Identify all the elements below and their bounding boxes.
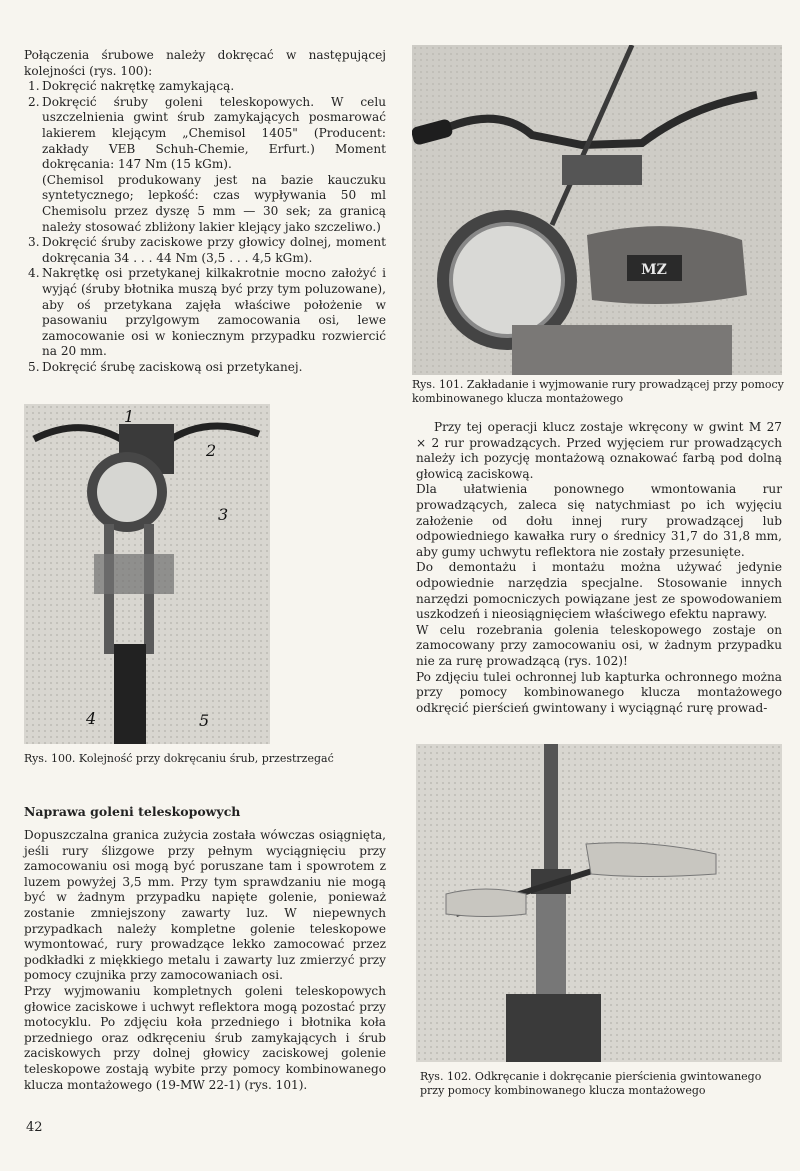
callout-4: 4 xyxy=(86,709,97,728)
right-column-body xyxy=(416,420,782,716)
callout-5: 5 xyxy=(199,711,210,730)
paragraph: W celu rozebrania golenia teleskopowego zostaje on zamocowany przy zamocowaniu osi, w żadnym przypadku nie za rurę prowadzącą (rys. 102)! xyxy=(416,622,782,668)
paragraph: Przy tej operacji klucz zostaje wkręcony w gwint M 27 × 2 rur prowadzących. Przed wyjęciem rur prowadzących należy ich pozycję montażową oznakować farbą pod dolną głowicą zaciskową. xyxy=(416,420,782,481)
figure-100-photo xyxy=(24,404,270,744)
motorcycle-front-view-illustration xyxy=(24,404,270,744)
figure-101-caption: Rys. 101. Zakładanie i wyjmowanie rury prowadzącej przy pomocy kombinowanego klucza montażowego xyxy=(412,378,784,405)
intro-block xyxy=(24,48,386,375)
figure-100-caption: Rys. 100. Kolejność przy dokręcaniu śrub, przestrzegać xyxy=(24,752,334,765)
figure-102-caption: Rys. 102. Odkręcanie i dokręcanie pierścienia gwintowanego przy pomocy kombinowanego klucza montażowego xyxy=(420,1070,762,1097)
intro-lead: Połączenia śrubowe należy dokręcać w następującej kolejności (rys. 100): xyxy=(24,48,386,78)
page-number: 42 xyxy=(26,1120,43,1135)
callout-2: 2 xyxy=(206,441,217,460)
list-item: 5. Dokręcić śrubę zaciskową osi przetykanej. xyxy=(28,359,303,374)
paragraph: Do demontażu i montażu można używać jedynie odpowiednie narzędzia specjalne. Stosowanie innych narzędzi pomocniczych powiązane jest ze spowodowaniem uszkodzeń i nieosiągnięciem właściwego efektu naprawy. xyxy=(416,560,782,622)
list-item: 3. Dokręcić śruby zaciskowe przy głowicy dolnej, moment dokręcania 34 . . . 44 Nm (3,5 . . . 4,5 kGm). xyxy=(28,235,386,265)
paragraph: Po zdjęciu tulei ochronnej lub kapturka ochronnego można przy pomocy kombinowanego klucza montażowego odkręcić pierścień gwintowany i wyciągnąć rurę prowad- xyxy=(416,669,782,715)
paragraph: Dopuszczalna granica zużycia została wówczas osiągnięta, jeśli rury ślizgowe przy pełnym wyciągnięciu przy zamocowaniu osi mogą być poruszane tam i spowrotem z luzem powyżej 3,5 mm. Przy tym sprawdzaniu nie mogą być w żadnym przypadku napięte golenie, ponieważ zostanie zmniejszony zawarty luz. W niepewnych przypadkach należy kompletne golenie teleskopowe wymontować, rury prowadzące lekko zamocować przez podkładki z miękkiego metalu i zawarty luz zmierzyć przy pomocy czujnika przy zamocowaniach osi. xyxy=(24,828,386,983)
list-item: 1. Dokręcić nakrętkę zamykającą. xyxy=(28,79,235,94)
mz-logo: MZ xyxy=(641,262,667,278)
fork-disassembly-illustration xyxy=(416,744,782,1062)
figure-102-photo xyxy=(416,744,782,1062)
figure-101-photo xyxy=(412,45,782,375)
paragraph: Przy wyjmowaniu kompletnych goleni teleskopowych głowice zaciskowe i uchwyt reflektora mogą pozostać przy motocyklu. Po zdjęciu koła przedniego i błotnika koła przedniego oraz odkręceniu śrub zamykających i śrub zaciskowych przy dolnej głowicy zaciskowej golenie teleskopowe zostają wybite przy pomocy kombinowanego klucza montażowego (19-MW 22-1) (rys. 101). xyxy=(24,983,386,1092)
list-item: 4. Nakrętkę osi przetykanej kilkakrotnie mocno założyć i wyjąć (śruby błotnika muszą być przy tym poluzowane), aby oś przetykana zajęła właściwe położenie w pasowaniu przylgowym zamocowania osi, lewe zamocowanie osi w koniecznym przypadku rozwiercić na 20 mm. xyxy=(28,266,386,359)
section-body xyxy=(24,828,386,1093)
step-list xyxy=(24,79,386,375)
callout-3: 3 xyxy=(218,505,229,524)
motorcycle-front-illustration xyxy=(412,45,782,375)
list-item: 2. Dokręcić śruby goleni teleskopowych. W celu uszczelnienia gwint śrub zamykających posmarować lakierem klejącym „Chemisol 1405" (Producent: zakłady VEB Schuh-Chemie, Erfurt.) Moment dokręcania: 147 Nm (15 kGm). (Chemisol produkowany jest na bazie kauczuku syntetycznego; lepkość: czas wypływania 50 ml Chemisolu przez dyszę 5 mm — 30 sek; za granicą należy stosować zbliżony lakier klejący jako szczeliwo.) xyxy=(28,94,386,234)
paragraph: Dla ułatwienia ponownego wmontowania rur prowadzących, zaleca się natychmiast po ich wyjęciu założenie od dołu innej rury prowadzącej lub odpowiedniego kawałka rury o średnicy 31,7 do 31,8 mm, aby gumy uchwytu reflektora nie zostały przesunięte. xyxy=(416,482,782,559)
callout-1: 1 xyxy=(124,407,135,426)
section-heading: Naprawa goleni teleskopowych xyxy=(24,804,241,819)
chemisol-note: (Chemisol produkowany jest na bazie kauczuku syntetycznego; lepkość: czas wypływania 50 ml Chemisolu przez dyszę 5 mm — 30 sek; za granicą należy stosować zbliżony lakier klejący jako szczeliwo.) xyxy=(42,172,386,234)
